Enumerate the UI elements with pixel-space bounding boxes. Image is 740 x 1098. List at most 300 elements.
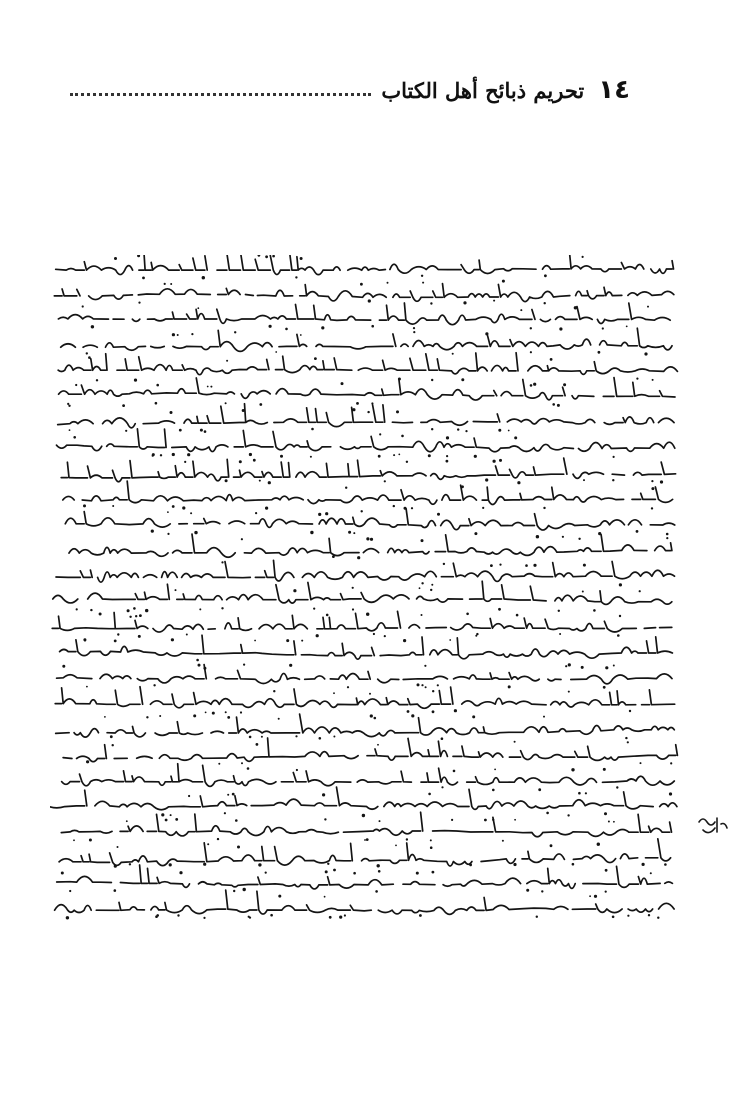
diacritic-dot — [325, 870, 328, 873]
diacritic-dot — [396, 410, 399, 413]
diacritic-dot — [558, 610, 560, 612]
diacritic-dot — [557, 404, 560, 407]
diacritic-dot — [225, 479, 228, 482]
diacritic-dot — [170, 814, 172, 816]
diacritic-dot — [226, 360, 228, 362]
diacritic-dot — [593, 609, 596, 612]
diacritic-dot — [278, 895, 281, 898]
diacritic-dot — [155, 915, 158, 918]
diacritic-dot — [541, 890, 543, 892]
diacritic-dot — [139, 614, 142, 617]
diacritic-dot — [90, 609, 92, 611]
diacritic-dot — [197, 307, 199, 309]
diacritic-dot — [82, 305, 84, 307]
diacritic-dot — [325, 512, 328, 515]
diacritic-dot — [318, 513, 321, 516]
diacritic-dot — [361, 510, 363, 512]
diacritic-dot — [83, 504, 86, 507]
diacritic-dot — [272, 255, 275, 257]
diacritic-dot — [443, 563, 445, 565]
diacritic-dot — [373, 633, 375, 635]
diacritic-dot — [117, 633, 119, 635]
diacritic-dot — [594, 895, 597, 898]
diacritic-dot — [530, 351, 532, 353]
diacritic-dot — [378, 455, 381, 458]
diacritic-dot — [377, 744, 379, 746]
diacritic-dot — [268, 481, 271, 484]
diacritic-dot — [494, 769, 496, 771]
diacritic-dot — [265, 872, 267, 874]
diacritic-dot — [114, 257, 117, 260]
diacritic-dot — [428, 793, 431, 796]
diacritic-dot — [221, 561, 223, 563]
diacritic-dot — [249, 736, 252, 739]
diacritic-dot — [422, 282, 424, 284]
diacritic-dot — [627, 741, 629, 743]
diacritic-dot — [152, 453, 155, 456]
diacritic-dot — [582, 591, 584, 593]
diacritic-dot — [571, 768, 574, 771]
diacritic-dot — [651, 487, 654, 490]
diacritic-dot — [96, 379, 98, 381]
diacritic-dot — [474, 532, 477, 535]
handwritten-line — [54, 284, 674, 302]
diacritic-dot — [520, 309, 522, 311]
diacritic-dot — [530, 327, 532, 329]
diacritic-dot — [660, 480, 663, 483]
diacritic-dot — [446, 455, 448, 457]
diacritic-dot — [493, 300, 495, 302]
handwritten-line — [57, 865, 673, 889]
diacritic-dot — [314, 357, 317, 360]
diacritic-dot — [112, 505, 114, 507]
diacritic-dot — [472, 715, 475, 718]
diacritic-dot — [161, 813, 164, 816]
diacritic-dot — [644, 352, 647, 355]
diacritic-dot — [430, 589, 432, 591]
diacritic-dot — [177, 914, 179, 916]
diacritic-dot — [411, 507, 413, 509]
diacritic-dot — [364, 839, 366, 841]
diacritic-dot — [300, 257, 303, 260]
diacritic-dot — [66, 916, 69, 919]
diacritic-dot — [375, 890, 378, 893]
handwritten-line — [59, 534, 672, 557]
diacritic-dot — [437, 513, 440, 516]
diacritic-dot — [457, 428, 459, 430]
diacritic-dot — [384, 635, 386, 637]
diacritic-dot — [243, 888, 246, 891]
diacritic-dot — [598, 351, 601, 354]
diacritic-dot — [377, 864, 380, 867]
diacritic-dot — [360, 283, 363, 286]
diacritic-dot — [129, 863, 131, 865]
diacritic-dot — [259, 403, 262, 406]
diacritic-dot — [536, 535, 539, 538]
diacritic-dot — [565, 665, 567, 667]
diacritic-dot — [295, 735, 297, 737]
diacritic-dot — [617, 634, 620, 637]
diacritic-dot — [629, 710, 631, 712]
diacritic-dot — [170, 411, 173, 414]
diacritic-dot — [431, 379, 433, 381]
diacritic-dot — [261, 736, 263, 738]
diacritic-dot — [155, 402, 158, 405]
handwritten-line — [50, 839, 671, 866]
diacritic-dot — [353, 872, 356, 875]
diacritic-dot — [285, 328, 288, 331]
diacritic-dot — [175, 589, 177, 591]
diacritic-dot — [398, 454, 400, 456]
running-header — [60, 70, 630, 110]
diacritic-dot — [572, 863, 575, 866]
diacritic-dot — [538, 788, 541, 791]
diacritic-dot — [362, 814, 365, 817]
diacritic-dot — [203, 863, 206, 866]
diacritic-dot — [313, 608, 315, 610]
diacritic-dot — [203, 917, 205, 919]
handwritten-line — [53, 581, 672, 604]
diacritic-dot — [187, 453, 190, 456]
diacritic-dot — [546, 812, 549, 815]
diacritic-dot — [513, 863, 516, 866]
diacritic-dot — [339, 916, 342, 919]
diacritic-dot — [324, 896, 326, 898]
diacritic-dot — [188, 795, 190, 797]
diacritic-dot — [110, 735, 113, 738]
diacritic-dot — [461, 485, 464, 488]
diacritic-dot — [269, 325, 272, 328]
diacritic-dot — [499, 564, 501, 566]
handwritten-line — [61, 458, 675, 482]
diacritic-dot — [568, 691, 570, 693]
diacritic-dot — [664, 863, 667, 866]
diacritic-dot — [344, 914, 346, 916]
diacritic-dot — [669, 792, 672, 795]
diacritic-dot — [401, 435, 404, 438]
diacritic-dot — [352, 587, 354, 589]
diacritic-dot — [265, 255, 268, 258]
diacritic-dot — [625, 737, 627, 739]
diacritic-dot — [69, 890, 71, 892]
diacritic-dot — [604, 812, 607, 815]
diacritic-dot — [613, 821, 615, 823]
diacritic-dot — [258, 255, 261, 257]
diacritic-dot — [114, 865, 117, 868]
diacritic-dot — [430, 846, 433, 849]
diacritic-dot — [517, 481, 520, 484]
diacritic-dot — [432, 690, 434, 692]
handwritten-line — [56, 560, 675, 582]
diacritic-dot — [204, 430, 207, 433]
diacritic-dot — [196, 659, 199, 662]
diacritic-dot — [319, 737, 322, 740]
diacritic-dot — [568, 663, 571, 666]
diacritic-dot — [393, 505, 395, 507]
diacritic-dot — [492, 789, 495, 792]
diacritic-dot — [597, 843, 600, 846]
diacritic-dot — [151, 530, 154, 533]
diacritic-dot — [484, 819, 487, 822]
diacritic-dot — [295, 276, 297, 278]
diacritic-dot — [526, 889, 529, 892]
diacritic-dot — [425, 686, 427, 688]
diacritic-dot — [88, 356, 91, 359]
diacritic-dot — [430, 302, 432, 304]
diacritic-dot — [366, 838, 369, 841]
diacritic-dot — [550, 844, 553, 847]
diacritic-dot — [559, 327, 562, 330]
diacritic-dot — [310, 456, 312, 458]
diacritic-dot — [241, 538, 243, 540]
handwritten-line — [58, 404, 674, 428]
diacritic-dot — [86, 686, 88, 688]
diacritic-dot — [563, 383, 566, 386]
diacritic-dot — [296, 769, 298, 771]
diacritic-dot — [384, 480, 386, 482]
diacritic-dot — [221, 607, 223, 609]
diacritic-dot — [205, 712, 207, 714]
diacritic-dot — [171, 638, 174, 641]
diacritic-dot — [407, 710, 410, 713]
handwritten-line — [57, 429, 675, 452]
diacritic-dot — [114, 640, 117, 643]
diacritic-dot — [421, 582, 423, 584]
diacritic-dot — [280, 455, 283, 458]
diacritic-dot — [179, 429, 182, 432]
diacritic-dot — [446, 436, 449, 439]
diacritic-dot — [68, 405, 70, 407]
diacritic-dot — [431, 428, 433, 430]
diacritic-dot — [452, 353, 454, 355]
diacritic-dot — [160, 454, 162, 456]
diacritic-dot — [122, 404, 125, 407]
diacritic-dot — [416, 872, 419, 875]
diacritic-dot — [99, 613, 102, 616]
diacritic-dot — [193, 714, 196, 717]
page-number: ١٤ — [598, 75, 630, 105]
diacritic-dot — [475, 635, 477, 637]
diacritic-dot — [329, 916, 332, 919]
diacritic-dot — [441, 786, 443, 788]
diacritic-dot — [666, 537, 668, 539]
diacritic-dot — [369, 693, 371, 695]
diacritic-dot — [249, 917, 251, 919]
diacritic-dot — [583, 564, 586, 567]
diacritic-dot — [327, 863, 329, 865]
diacritic-dot — [200, 429, 203, 432]
diacritic-dot — [530, 384, 533, 387]
diacritic-dot — [374, 717, 377, 720]
diacritic-dot — [492, 819, 494, 821]
diacritic-dot — [670, 762, 672, 764]
diacritic-dot — [164, 283, 166, 285]
diacritic-dot — [413, 331, 415, 333]
diacritic-dot — [605, 869, 608, 872]
diacritic-dot — [469, 864, 472, 867]
diacritic-dot — [379, 433, 381, 435]
diacritic-dot — [293, 589, 296, 592]
diacritic-dot — [259, 480, 261, 482]
diacritic-dot — [417, 683, 420, 686]
diacritic-dot — [156, 384, 159, 387]
diacritic-dot — [249, 453, 252, 456]
diacritic-dot — [498, 608, 501, 611]
diacritic-dot — [371, 325, 374, 328]
diacritic-dot — [311, 428, 314, 431]
diacritic-dot — [247, 767, 250, 770]
diacritic-dot — [578, 792, 581, 795]
diacritic-dot — [333, 692, 335, 694]
diacritic-dot — [421, 684, 423, 686]
diacritic-dot — [406, 838, 408, 840]
diacritic-dot — [345, 487, 347, 489]
diacritic-dot — [602, 327, 604, 329]
diacritic-dot — [421, 539, 424, 542]
diacritic-dot — [613, 456, 615, 458]
diacritic-dot — [239, 460, 242, 463]
diacritic-dot — [451, 819, 453, 821]
diacritic-dot — [430, 839, 432, 841]
diacritic-dot — [210, 386, 212, 388]
diacritic-dot — [333, 736, 335, 738]
diacritic-dot — [533, 564, 536, 567]
diacritic-dot — [301, 640, 303, 642]
diacritic-dot — [125, 430, 127, 432]
diacritic-dot — [639, 590, 641, 592]
diacritic-dot — [647, 306, 649, 308]
diacritic-dot — [76, 608, 78, 610]
diacritic-dot — [133, 607, 136, 610]
diacritic-dot — [62, 665, 65, 668]
diacritic-dot — [461, 378, 464, 381]
diacritic-dot — [640, 762, 642, 764]
diacritic-dot — [514, 741, 516, 743]
diacritic-dot — [341, 382, 344, 385]
diacritic-dot — [286, 639, 289, 642]
handwritten-line — [55, 890, 674, 914]
diacritic-dot — [191, 333, 193, 335]
diacritic-dot — [243, 664, 245, 666]
diacritic-dot — [190, 512, 192, 514]
diacritic-dot — [198, 664, 201, 667]
handwritten-line — [60, 635, 673, 659]
diacritic-dot — [202, 276, 205, 279]
diacritic-dot — [413, 327, 415, 329]
diacritic-dot — [379, 820, 381, 822]
handwritten-line — [58, 353, 677, 375]
diacritic-dot — [232, 793, 235, 796]
diacritic-dot — [278, 718, 280, 720]
diacritic-dot — [581, 666, 584, 669]
diacritic-dot — [395, 845, 397, 847]
handwritten-line — [55, 687, 675, 709]
diacritic-dot — [370, 714, 373, 717]
diacritic-dot — [114, 889, 117, 892]
diacritic-dot — [612, 916, 615, 919]
handwritten-line — [59, 378, 675, 400]
diacritic-dot — [508, 430, 510, 432]
diacritic-dot — [651, 480, 653, 482]
diacritic-dot — [502, 840, 504, 842]
diacritic-dot — [172, 505, 175, 508]
diacritic-dot — [199, 608, 201, 610]
diacritic-dot — [465, 430, 467, 432]
diacritic-dot — [73, 436, 76, 439]
handwritten-line — [56, 255, 674, 275]
diacritic-dot — [169, 863, 172, 866]
diacritic-dot — [525, 564, 528, 567]
diacritic-dot — [490, 564, 493, 567]
handwritten-line — [61, 328, 672, 351]
diacritic-dot — [411, 714, 414, 717]
diacritic-dot — [550, 358, 553, 361]
diacritic-dot — [69, 429, 71, 431]
diacritic-dot — [463, 301, 466, 304]
diacritic-dot — [446, 460, 449, 463]
diacritic-dot — [605, 891, 607, 893]
diacritic-dot — [241, 762, 243, 764]
margin-annotation-image — [695, 812, 729, 842]
diacritic-dot — [482, 507, 484, 509]
handwritten-lines-graphic — [50, 255, 690, 935]
diacritic-dot — [583, 479, 585, 481]
diacritic-dot — [616, 786, 618, 788]
diacritic-dot — [421, 614, 423, 616]
diacritic-dot — [544, 302, 546, 304]
diacritic-dot — [138, 302, 140, 304]
diacritic-dot — [321, 326, 324, 329]
diacritic-dot — [454, 709, 457, 712]
diacritic-dot — [437, 684, 439, 686]
handwritten-line — [58, 303, 670, 325]
diacritic-dot — [137, 255, 140, 257]
diacritic-dot — [182, 506, 185, 509]
diacritic-dot — [356, 402, 359, 405]
diacritic-dot — [627, 915, 629, 917]
diacritic-dot — [167, 511, 169, 513]
diacritic-dot — [234, 331, 236, 333]
diacritic-dot — [657, 917, 659, 919]
diacritic-dot — [104, 716, 106, 718]
diacritic-dot — [466, 613, 469, 616]
diacritic-dot — [348, 531, 351, 534]
diacritic-dot — [300, 334, 302, 336]
diacritic-dot — [536, 916, 538, 918]
diacritic-dot — [224, 812, 226, 814]
handwritten-manuscript-image — [50, 255, 690, 935]
diacritic-dot — [431, 584, 433, 586]
diacritic-dot — [612, 479, 614, 481]
diacritic-dot — [608, 821, 610, 823]
diacritic-dot — [227, 716, 230, 719]
diacritic-dot — [406, 461, 408, 463]
diacritic-dot — [424, 665, 426, 667]
diacritic-dot — [186, 634, 188, 636]
diacritic-dot — [177, 334, 179, 336]
diacritic-dot — [613, 665, 615, 667]
diacritic-dot — [194, 531, 197, 534]
diacritic-dot — [86, 352, 88, 354]
diacritic-dot — [233, 890, 235, 892]
diacritic-dot — [117, 846, 119, 848]
diacritic-dot — [650, 872, 652, 874]
diacritic-dot — [112, 744, 114, 746]
diacritic-dot — [474, 455, 477, 458]
diacritic-dot — [449, 639, 451, 641]
diacritic-dot — [533, 383, 536, 386]
diacritic-dot — [347, 686, 349, 688]
